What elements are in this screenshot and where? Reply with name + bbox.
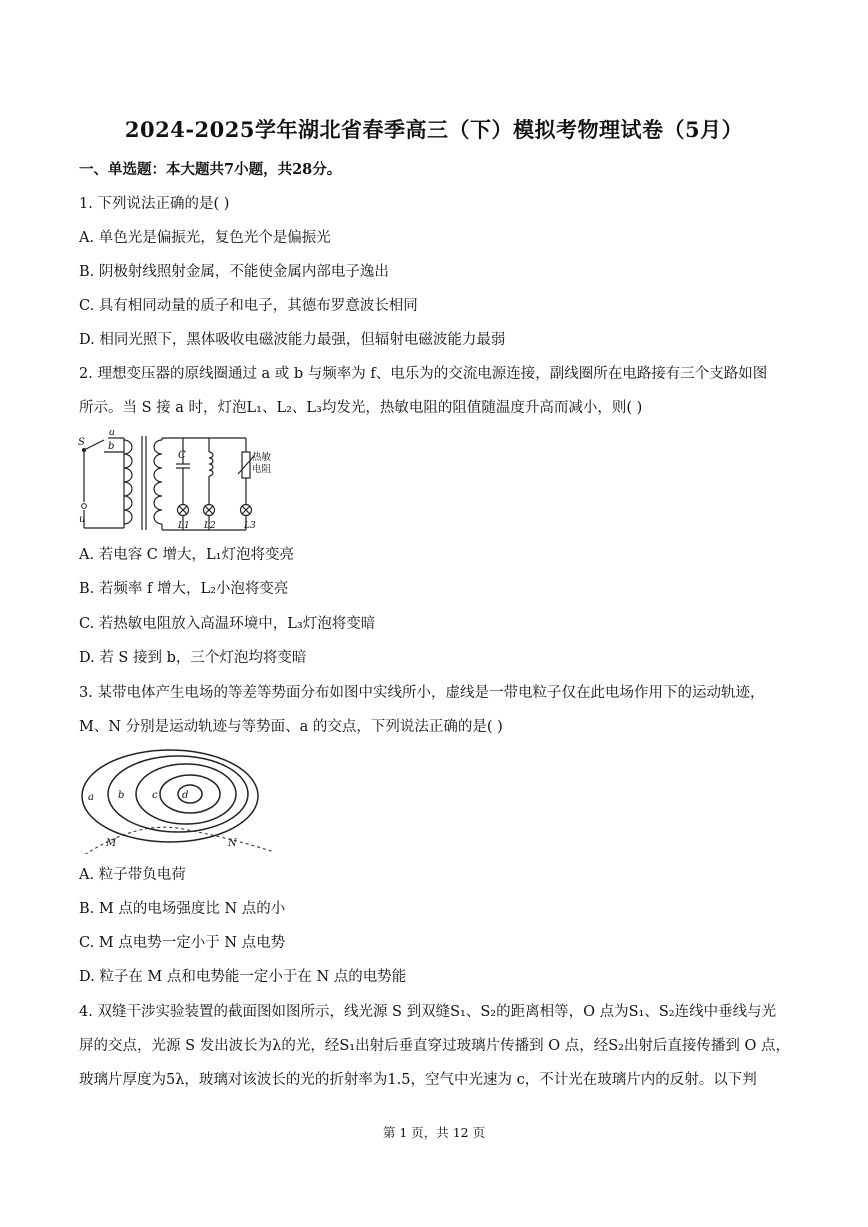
surface-c-label: c [152,790,158,801]
terminal-a-label: a [109,430,115,438]
question-3-option-d: D. 粒子在 M 点和电势能一定小于在 N 点的电势能 [79,969,407,985]
surface-d-label: d [182,790,189,801]
page-footer: 第 1 页，共 12 页 [382,1125,486,1140]
question-1-option-a: A. 单色光是偏振光，复色光个是偏振光 [79,230,331,246]
source-u-label: u [79,514,86,525]
question-2-stem-line2: 所示。当 S 接 a 时，灯泡L₁、L₂、L₃均发光，热敏电阻的阻值随温度升高而减小，则( ) [79,400,643,416]
question-1-stem: 1. 下列说法正确的是( ) [79,196,230,212]
question-1-option-d: D. 相同光照下，黑体吸收电磁波能力最强，但辐射电磁波能力最弱 [79,332,506,348]
transformer-circuit-figure [78,430,278,534]
lamp-l2-label: L2 [204,521,216,531]
lamp-l1-label: L1 [178,521,190,531]
surface-b-label: b [118,790,125,801]
capacitor-c-label: C [178,450,186,461]
question-2-option-c: C. 若热敏电阻放入高温环境中，L₃灯泡将变暗 [79,616,376,632]
equipotential-figure [78,748,274,854]
question-3-option-a: A. 粒子带负电荷 [79,867,186,883]
question-3-stem-line2: M、N 分别是运动轨迹与等势面、a 的交点，下列说法正确的是( ) [79,719,503,735]
switch-s-label: S [78,437,85,448]
lamp-l3-label: L3 [244,521,256,531]
question-1-option-c: C. 具有相同动量的质子和电子，其德布罗意波长相同 [79,298,418,314]
question-3-option-b: B. M 点的电场强度比 N 点的小 [79,901,286,917]
terminal-b-label: b [108,441,115,452]
question-1-option-b: B. 阴极射线照射金属，不能使金属内部电子逸出 [79,264,389,280]
page-title: 2024-2025学年湖北省春季高三（下）模拟考物理试卷（5月） [124,117,744,142]
question-3-option-c: C. M 点电势一定小于 N 点电势 [79,935,286,951]
question-3-stem-line1: 3. 某带电体产生电场的等差等势面分布如图中实线所小，虚线是一带电粒子仅在此电场作用下的运动轨迹， [79,685,765,701]
point-n-label: N [228,838,237,849]
question-2-stem-line1: 2. 理想变压器的原线圈通过 a 或 b 与频率为 f、电乐为的交流电源连接，副线圈所在电路接有三个支路如图 [79,366,768,382]
section-heading: 一、单选题：本大题共7小题，共28分。 [79,161,342,178]
question-4-line2: 屏的交点，光源 S 发出波长为λ的光，经S₁出射后垂直穿过玻璃片传播到 O 点，经S₂出射后直接传播到 O 点， [79,1038,791,1054]
surface-a-label: a [88,792,94,803]
question-2-option-b: B. 若频率 f 增大，L₂小泡将变亮 [79,581,289,597]
thermistor-label-line1: 热敏 [252,452,272,463]
thermistor-label-line2: 电阻 [252,464,272,475]
question-4-line1: 4. 双缝干涉实验装置的截面图如图所示，线光源 S 到双缝S₁、S₂的距离相等，O 点为S₁、S₂连线中垂线与光 [79,1004,777,1020]
question-4-line3: 玻璃片厚度为5λ，玻璃对该波长的光的折射率为1.5，空气中光速为 c，不计光在玻璃片内的反射。以下判 [79,1072,757,1088]
question-2-option-a: A. 若电容 C 增大，L₁灯泡将变亮 [79,547,294,563]
point-m-label: M [106,838,117,849]
question-2-option-d: D. 若 S 接到 b，三个灯泡均将变暗 [79,650,307,666]
